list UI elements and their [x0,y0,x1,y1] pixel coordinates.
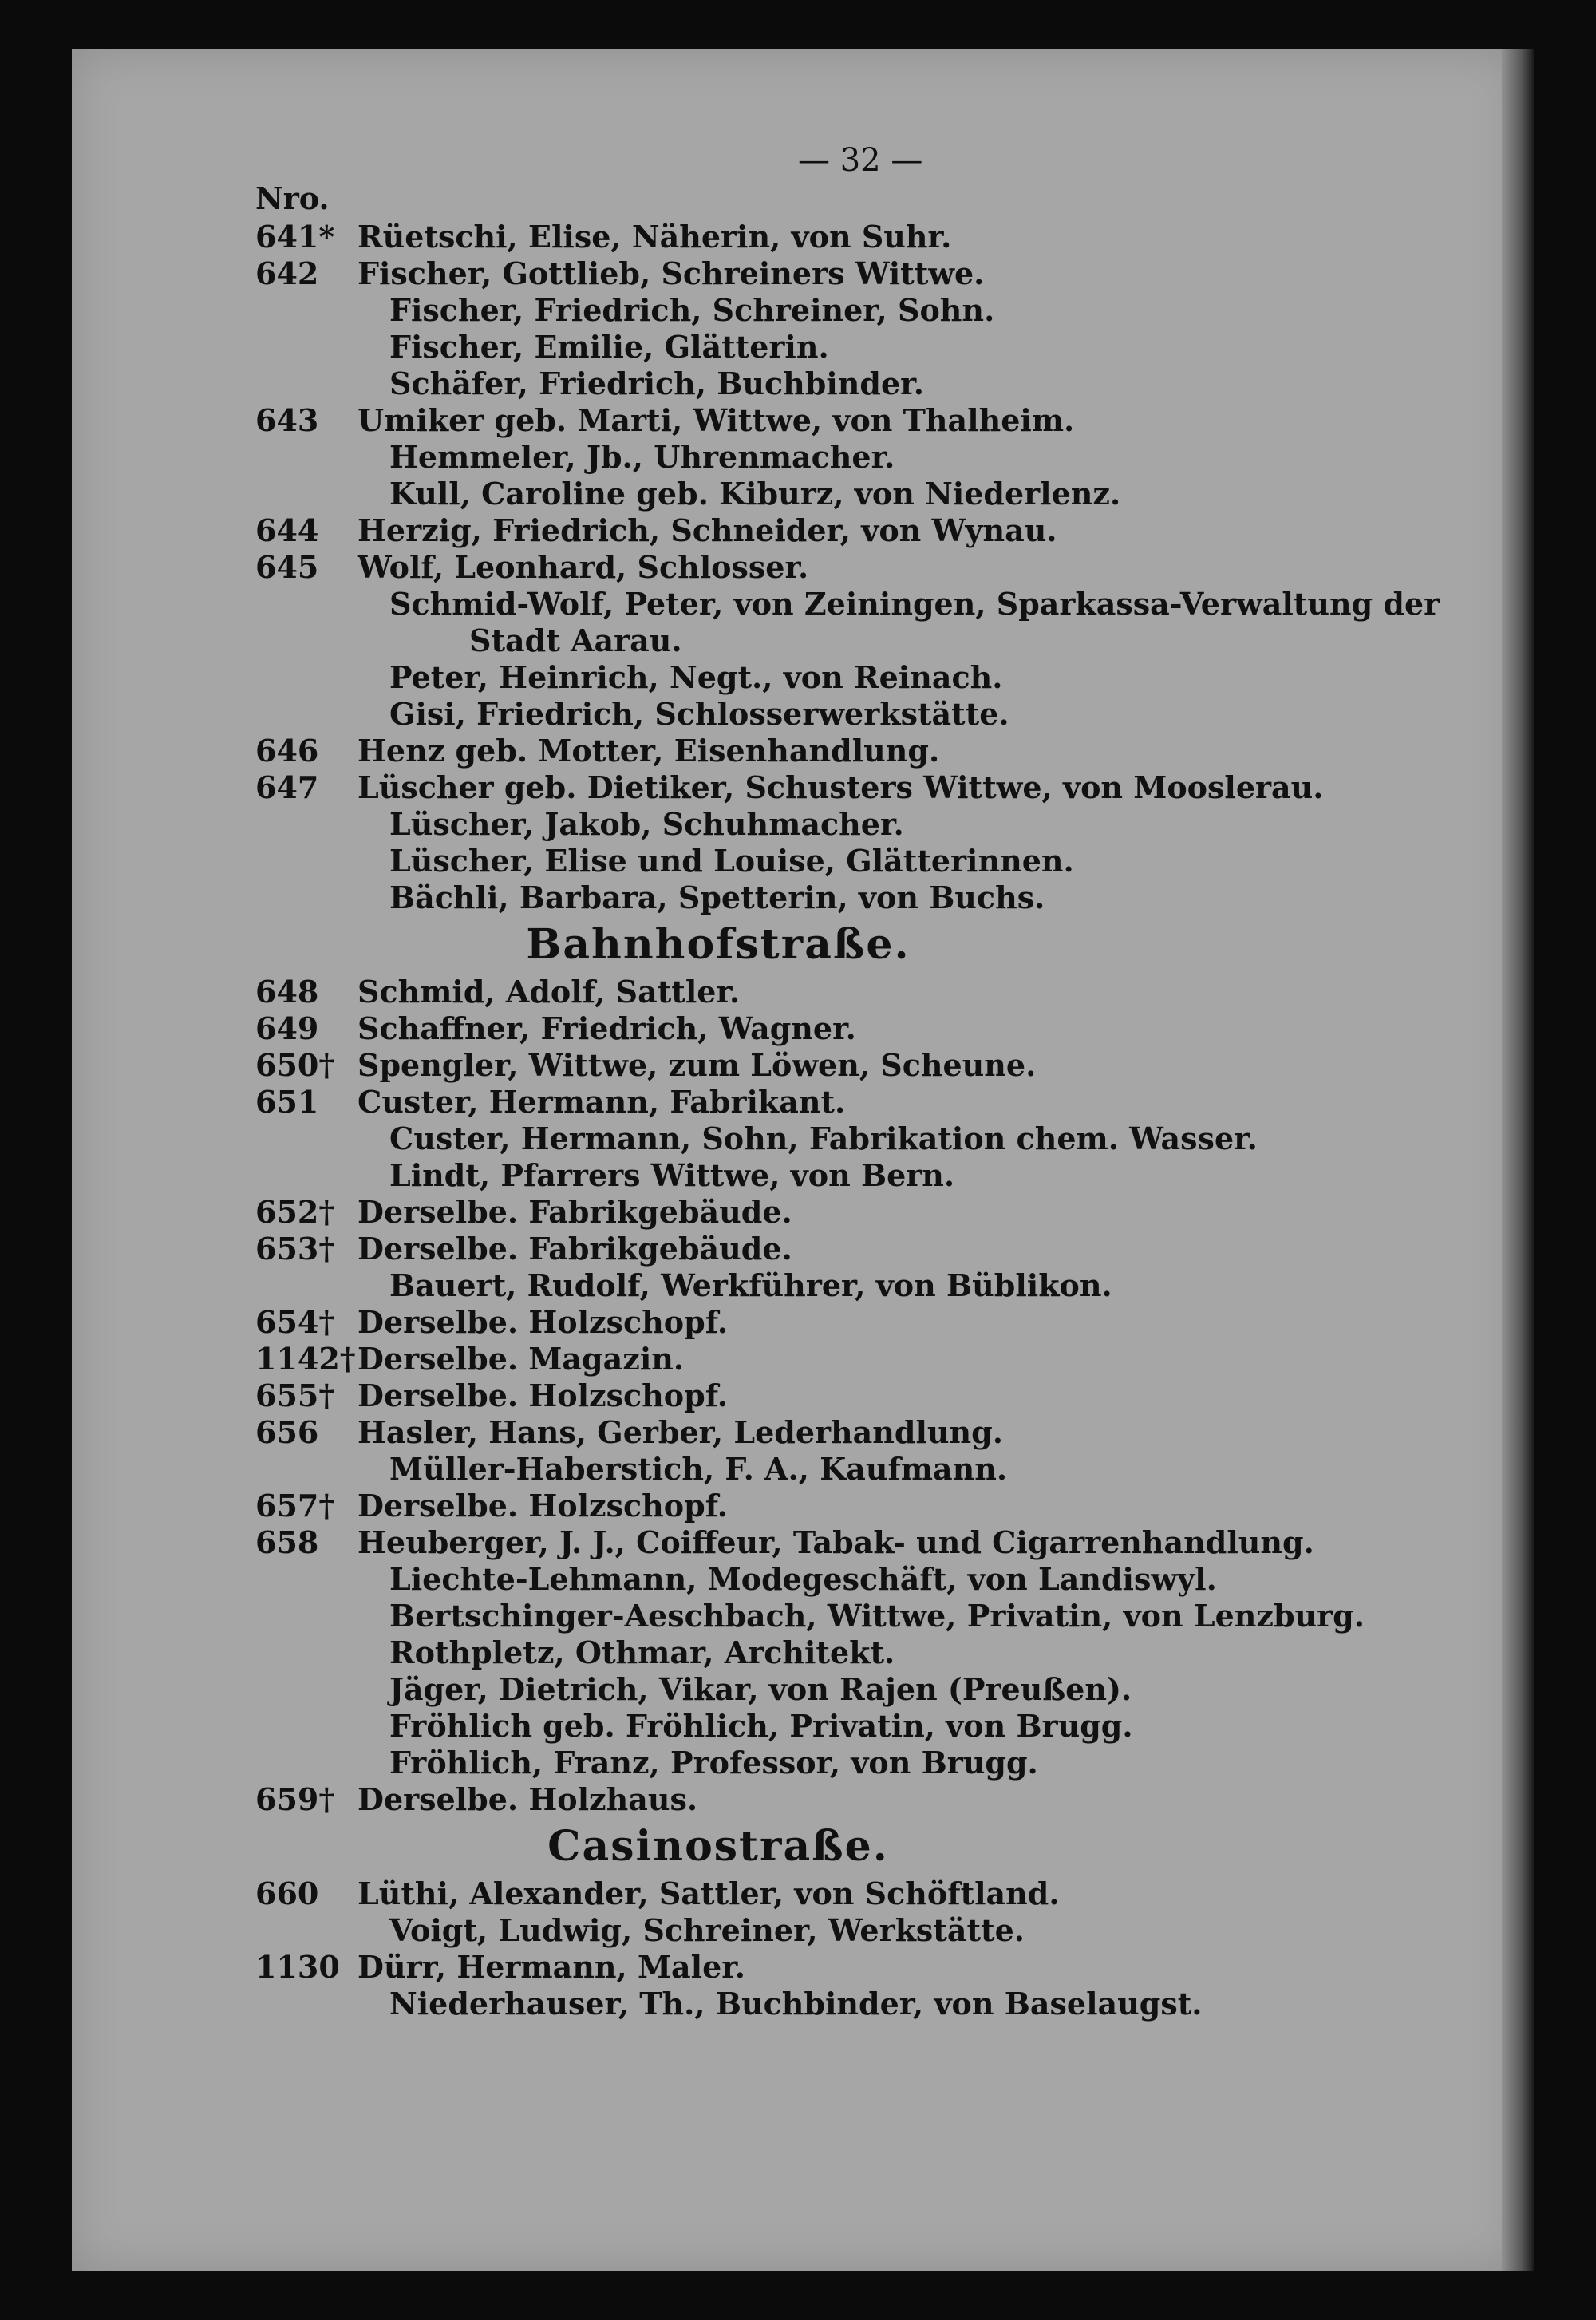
house-number: 653† [255,1231,335,1267]
list-item [255,1634,1468,1671]
house-number [255,1634,358,1671]
list-item [255,549,1468,586]
house-number: 660 [255,1875,319,1911]
house-number: 654† [255,1304,335,1340]
house-number [255,1451,358,1488]
list-item [255,1598,1468,1634]
list-item [255,659,1468,696]
resident-entry: Fischer, Emilie, Glätterin. [389,329,829,365]
resident-entry: Heuberger, J. J., Coiffeur, Tabak- und Cigarrenhandlung. [358,1524,1314,1560]
resident-entry: Rothpletz, Othmar, Architekt. [389,1634,895,1670]
house-number [255,366,358,402]
house-number: 1130 [255,1949,340,1985]
resident-entry: Fischer, Gottlieb, Schreiners Wittwe. [358,255,985,291]
house-number [255,1267,358,1304]
list-item [255,586,1468,622]
house-number [255,879,358,916]
house-number: 659† [255,1781,335,1817]
house-number [255,1912,358,1949]
resident-entry: Lüscher geb. Dietiker, Schusters Wittwe, von Mooslerau. [358,769,1324,805]
house-number: 648 [255,974,319,1010]
house-number [255,1745,358,1781]
list-item [255,1010,1468,1047]
list-item [255,1524,1468,1561]
list-item [255,843,1468,879]
resident-entry: Spengler, Wittwe, zum Löwen, Scheune. [358,1047,1037,1083]
house-number [255,1671,358,1708]
house-number [255,439,358,476]
house-number: 647 [255,769,319,805]
house-number: 646 [255,733,319,769]
house-number [255,622,358,659]
house-number [255,1120,358,1157]
house-number: 645 [255,549,319,585]
list-item [255,1377,1468,1414]
list-item [255,1781,1468,1818]
resident-entry: Jäger, Dietrich, Vikar, von Rajen (Preußen). [389,1671,1132,1707]
resident-entry: Henz geb. Motter, Eisenhandlung. [358,733,940,769]
resident-entry: Lüthi, Alexander, Sattler, von Schöftland. [358,1875,1060,1911]
list-item [255,1047,1468,1084]
house-number: 641* [255,219,335,255]
list-item [255,1451,1468,1488]
house-number: 644 [255,512,319,548]
resident-entry: Fröhlich geb. Fröhlich, Privatin, von Brugg. [389,1708,1133,1744]
list-item [255,1120,1468,1157]
column-label-nro: Nro. [255,180,330,216]
house-number: 651 [255,1084,319,1120]
resident-entry: Derselbe. Holzschopf. [358,1377,728,1413]
resident-entry: Stadt Aarau. [469,622,682,658]
house-number: 643 [255,402,319,438]
list-item [255,219,1468,255]
list-item [255,733,1468,769]
resident-entry: Derselbe. Holzhaus. [358,1781,698,1817]
resident-entry: Liechte-Lehmann, Modegeschäft, von Landiswyl. [389,1561,1217,1597]
list-item [255,806,1468,843]
resident-entry: Rüetschi, Elise, Näherin, von Suhr. [358,219,952,255]
list-item [255,1157,1468,1194]
resident-entry: Hemmeler, Jb., Uhrenmacher. [389,439,895,475]
list-item [255,1231,1468,1267]
resident-entry: Niederhauser, Th., Buchbinder, von Baselaugst. [389,1986,1203,2022]
resident-entry: Derselbe. Magazin. [358,1341,685,1377]
list-item [255,622,1468,659]
resident-entry: Müller-Haberstich, F. A., Kaufmann. [389,1451,1008,1487]
list-item [255,769,1468,806]
list-item [255,1745,1468,1781]
house-number: 656 [255,1414,319,1450]
house-number: 649 [255,1010,319,1046]
resident-entry: Bächli, Barbara, Spetterin, von Buchs. [389,879,1045,915]
list-item [255,1875,1468,1912]
resident-entry: Lüscher, Elise und Louise, Glätterinnen. [389,843,1074,879]
list-item [255,366,1468,402]
list-item [255,1488,1468,1524]
list-item [255,329,1468,366]
list-item [255,255,1468,292]
resident-entry: Hasler, Hans, Gerber, Lederhandlung. [358,1414,1003,1450]
resident-entry: Herzig, Friedrich, Schneider, von Wynau. [358,512,1057,548]
list-item [255,512,1468,549]
resident-entry: Derselbe. Holzschopf. [358,1304,728,1340]
street-section-title: Casinostraße. [547,1822,889,1871]
list-item [255,476,1468,512]
house-number [255,586,358,622]
resident-entry: Schäfer, Friedrich, Buchbinder. [389,366,924,401]
house-number [255,292,358,329]
resident-entry: Wolf, Leonhard, Schlosser. [358,549,809,585]
house-number: 658 [255,1524,319,1560]
resident-entry: Custer, Hermann, Fabrikant. [358,1084,846,1120]
page-fold-shadow [1502,49,1534,2271]
resident-entry: Dürr, Hermann, Maler. [358,1949,746,1985]
list-item [255,1304,1468,1341]
list-item [255,402,1468,439]
list-item [255,974,1468,1010]
resident-entry: Schmid, Adolf, Sattler. [358,974,741,1010]
resident-entry: Derselbe. Fabrikgebäude. [358,1194,792,1230]
resident-entry: Derselbe. Fabrikgebäude. [358,1231,792,1267]
resident-entry: Fröhlich, Franz, Professor, von Brugg. [389,1745,1038,1781]
list-item [255,1986,1468,2022]
house-number [255,1708,358,1745]
list-item [255,879,1468,916]
house-number [255,1561,358,1598]
list-item [255,292,1468,329]
resident-entry: Gisi, Friedrich, Schlosserwerkstätte. [389,696,1009,732]
list-item [255,1912,1468,1949]
house-number [255,1598,358,1634]
house-number: 652† [255,1194,335,1230]
house-number [255,1157,358,1194]
resident-entry: Custer, Hermann, Sohn, Fabrikation chem. Wasser. [389,1120,1258,1156]
house-number: 642 [255,255,319,291]
list-item [255,1194,1468,1231]
resident-entry: Fischer, Friedrich, Schreiner, Sohn. [389,292,995,328]
street-section-title: Bahnhofstraße. [526,920,911,969]
list-item [255,1671,1468,1708]
house-number [255,659,358,696]
house-number [255,329,358,366]
resident-entry: Schaffner, Friedrich, Wagner. [358,1010,856,1046]
resident-entry: Voigt, Ludwig, Schreiner, Werkstätte. [389,1912,1025,1948]
resident-entry: Bauert, Rudolf, Werkführer, von Büblikon. [389,1267,1112,1303]
list-item [255,1267,1468,1304]
resident-entry: Derselbe. Holzschopf. [358,1488,728,1524]
house-number [255,476,358,512]
list-item [255,1949,1468,1986]
list-item [255,696,1468,733]
resident-entry: Bertschinger-Aeschbach, Wittwe, Privatin, von Lenzburg. [389,1598,1365,1634]
house-number: 657† [255,1488,335,1524]
list-item [255,1084,1468,1120]
resident-entry: Umiker geb. Marti, Wittwe, von Thalheim. [358,402,1075,438]
resident-entry: Lindt, Pfarrers Wittwe, von Bern. [389,1157,955,1193]
directory-listing [255,219,1468,2022]
house-number [255,806,358,843]
resident-entry: Schmid-Wolf, Peter, von Zeiningen, Sparkassa-Verwaltung der [389,586,1440,622]
house-number [255,1986,358,2022]
list-item [255,439,1468,476]
resident-entry: Kull, Caroline geb. Kiburz, von Niederlenz. [389,476,1121,512]
list-item [255,1341,1468,1377]
list-item [255,1414,1468,1451]
list-item [255,1561,1468,1598]
house-number: 655† [255,1377,335,1413]
house-number: 1142† [255,1341,356,1377]
house-number [255,843,358,879]
list-item [255,1708,1468,1745]
house-number: 650† [255,1047,335,1083]
resident-entry: Peter, Heinrich, Negt., von Reinach. [389,659,1003,695]
resident-entry: Lüscher, Jakob, Schuhmacher. [389,806,904,842]
page-number: — 32 — [798,142,923,179]
house-number [255,696,358,733]
